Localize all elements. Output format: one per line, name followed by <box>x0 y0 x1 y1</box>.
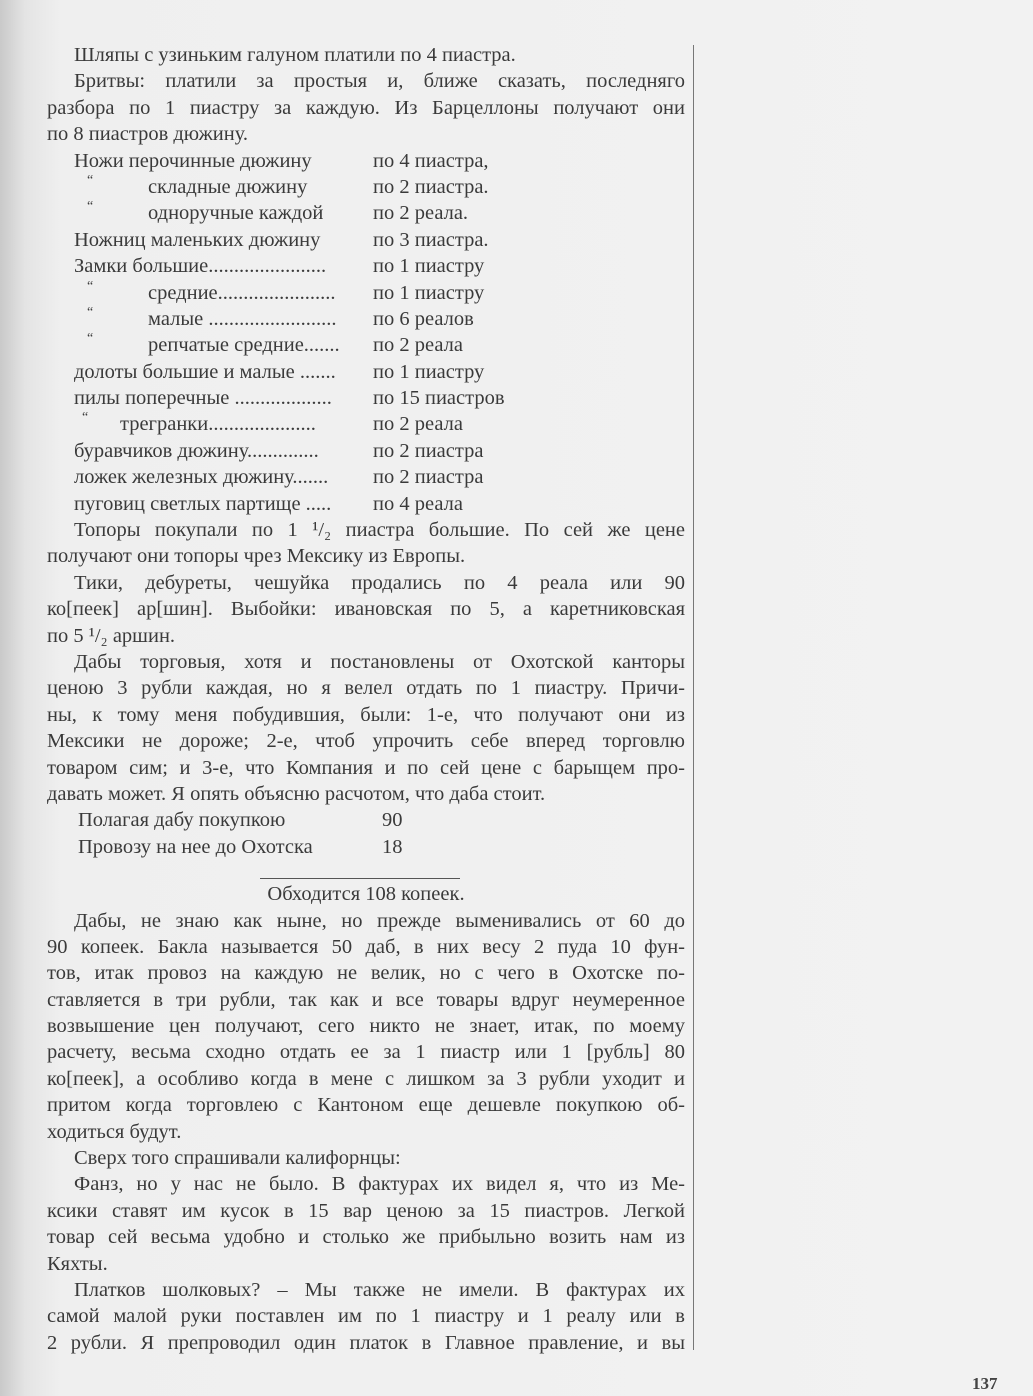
book-page-text <box>47 42 685 1356</box>
item-price: по 2 пиастра <box>373 466 484 489</box>
calculation-row <box>47 834 685 860</box>
text-line: тов, итак провоз на каждую не велик, но с чего в Охотске по- <box>47 962 685 985</box>
text-line: Дабы, не знаю как ныне, но прежде выменивались от 60 до <box>74 909 685 932</box>
price-list-row <box>47 332 685 358</box>
text-line: самой малой руки поставлен им по 1 пиастру и 1 реалу или в <box>47 1305 685 1328</box>
item-price: по 2 реала <box>373 413 463 436</box>
price-list-row <box>47 200 685 226</box>
ditto-mark: “ <box>87 172 94 188</box>
item-price: по 2 пиастра. <box>373 175 489 198</box>
item-label: складные дюжину <box>148 175 308 198</box>
item-label: пилы поперечные ................... <box>74 387 332 410</box>
item-label: одноручные каждой <box>148 202 324 225</box>
price-list-row <box>47 253 685 279</box>
price-list-row <box>47 227 685 253</box>
text-line: ходиться будут. <box>47 1120 182 1143</box>
calc-label: Полагая дабу покупкою <box>78 809 286 832</box>
item-label: Ножи перочинные дюжину <box>74 149 312 172</box>
item-label: малые ......................... <box>148 307 337 330</box>
item-price: по 6 реалов <box>373 307 474 330</box>
ditto-mark: “ <box>87 199 94 215</box>
ditto-mark: “ <box>87 278 94 294</box>
item-price: по 3 пиастра. <box>373 228 489 251</box>
item-price: по 2 реала <box>373 334 463 357</box>
item-price: по 2 пиастра <box>373 439 484 462</box>
item-label: средние....................... <box>148 281 336 304</box>
text-line: 90 копеек. Бакла называется 50 даб, в них весу 2 пуда 10 фун- <box>47 935 685 958</box>
item-label: буравчиков дюжину.............. <box>74 439 319 462</box>
price-list-row <box>47 385 685 411</box>
text-line: Топоры покупали по 1 ¹/₂ пиастра большие. По сей же цене <box>74 519 685 542</box>
text-line: 2 рубли. Я препроводил один платок в Главное правление, и вы <box>47 1331 685 1354</box>
item-label: долоты большие и малые ....... <box>74 360 336 383</box>
text-line: ны, к тому меня побудившия, были: 1-е, что получают они из <box>47 703 685 726</box>
text-line: Фанз, но у нас не было. В фактурах их видел я, что из Ме- <box>74 1173 685 1196</box>
text-line: Мексики не дороже; 2-е, чтоб упрочить себе вперед торговлю <box>47 730 685 753</box>
calc-label: Провозу на нее до Охотска <box>78 835 313 858</box>
price-list-row <box>47 148 685 174</box>
calc-value: 18 <box>382 835 403 858</box>
text-line: ставляется в три рубли, так как и все товары вдруг неумеренное <box>47 988 685 1011</box>
item-label: пуговиц светлых партище ..... <box>74 492 332 515</box>
text-line: Шляпы с узиньким галуном платили по 4 пиастра. <box>74 44 516 66</box>
price-list-row <box>47 464 685 490</box>
ditto-mark: “ <box>87 304 94 320</box>
ditto-mark: “ <box>87 331 94 347</box>
text-line: возвышение цен получают, сего никто не знает, итак, по моему <box>47 1015 685 1038</box>
item-label: Замки большие....................... <box>74 255 327 278</box>
total-line: Обходится 108 копеек. <box>267 883 465 906</box>
item-label: репчатые средние....... <box>148 334 340 357</box>
page-number: 137 <box>972 1374 998 1393</box>
text-line: Тики, дебуреты, чешуйка продались по 4 реала или 90 <box>74 571 685 594</box>
text-line: товаром сим; и 3-е, что Компания и по сей цене с барыщем про- <box>47 756 685 779</box>
calc-value: 90 <box>382 809 403 832</box>
ditto-mark: “ <box>82 410 89 426</box>
price-list-row <box>47 306 685 332</box>
price-list-row <box>47 411 685 437</box>
price-list-row <box>47 359 685 385</box>
text-line: Кяхты. <box>47 1252 108 1275</box>
sum-rule-box <box>47 860 685 881</box>
text-line: ценою 3 рубли каждая, но я велел отдать по 1 пиастру. Причи- <box>47 677 685 700</box>
text-line: Сверх того спрашивали калифорнцы: <box>74 1147 401 1170</box>
text-line: Бритвы: платили за простыя и, ближе сказать, последняго <box>74 70 685 93</box>
sum-rule <box>260 878 460 879</box>
text-line: по 8 пиастров дюжину. <box>47 123 249 146</box>
text-line: расчету, весьма сходно отдать ее за 1 пиастр или 1 [рубль] 80 <box>47 1041 685 1064</box>
text-line: давать может. Я опять объясню расчотом, что даба стоит. <box>47 782 546 805</box>
text-line: ко[пеек], а особливо когда в мене с лишком за 3 рубли уходит и <box>47 1067 685 1090</box>
text-line: Дабы торговыя, хотя и постановлены от Охотской канторы <box>74 650 685 673</box>
item-price: по 1 пиастру <box>373 360 485 383</box>
text-line: получают они топоры чрез Мексику из Европы. <box>47 545 466 568</box>
item-price: по 1 пиастру <box>373 255 485 278</box>
text-line: притом когда торговлею с Кантоном еще дешевле покупкою об- <box>47 1094 685 1117</box>
text-line: по 5 ¹/₂ аршин. <box>47 624 176 647</box>
text-line: ко[пеек] ар[шин]. Выбойки: ивановская по 5, а каретниковская <box>47 598 685 621</box>
item-price: по 1 пиастру <box>373 281 485 304</box>
price-list-row <box>47 438 685 464</box>
item-price: по 4 пиастра, <box>373 149 489 172</box>
text-line: товар сей весьма удобно и столько же прибыльно возить нам из <box>47 1226 685 1249</box>
price-list-row <box>47 491 685 517</box>
price-list-row <box>47 280 685 306</box>
text-line: ксики ставят им кусок в 15 вар ценою за 15 пиастров. Легкой <box>47 1199 685 1222</box>
price-list-row <box>47 174 685 200</box>
calculation-row <box>47 807 685 833</box>
item-label: Ножниц маленьких дюжину <box>74 228 321 251</box>
text-line: разбора по 1 пиастру за каждую. Из Барцеллоны получают они <box>47 96 685 119</box>
item-label: трегранки..................... <box>120 413 316 436</box>
margin-rule <box>693 45 694 1350</box>
item-price: по 15 пиастров <box>373 387 505 410</box>
item-price: по 4 реала <box>373 492 463 515</box>
text-line: Платков шолковых? – Мы также не имели. В фактурах их <box>74 1278 685 1301</box>
item-price: по 2 реала. <box>373 202 469 225</box>
item-label: ложек железных дюжину....... <box>74 466 329 489</box>
